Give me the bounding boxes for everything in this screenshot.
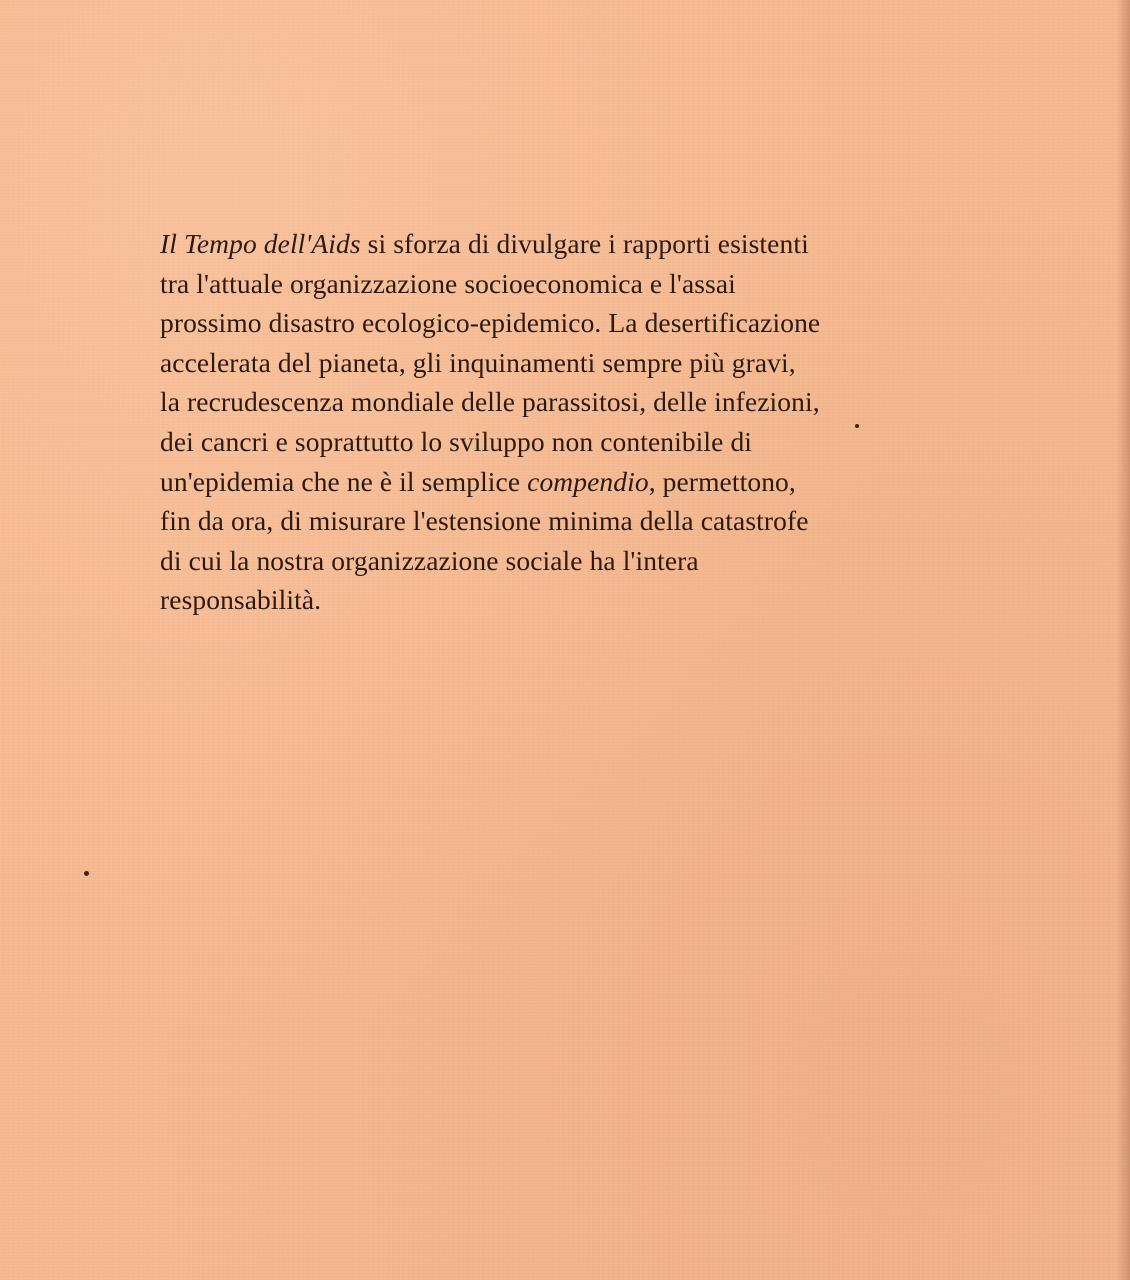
ink-speck [855,424,859,428]
blurb-line-8: fin da ora, di misurare l'estensione minima della catastrofe [160,505,809,537]
blurb-paragraph [160,224,1040,620]
blurb-line-6: dei cancri e soprattutto lo sviluppo non contenibile di [160,425,753,457]
book-title: Il Tempo dell'Aids [160,228,361,259]
blurb-line-10: responsabilità. [160,584,322,616]
blurb-line-2: tra l'attuale organizzazione socioeconomica e l'assai [160,267,736,299]
blurb-line-7 [160,462,1040,502]
italic-term-compendio: compendio [527,465,649,497]
ink-speck [84,871,89,876]
blurb-line-1-text: si sforza di divulgare i rapporti esistenti [360,228,809,259]
blurb-line-9: di cui la nostra organizzazione sociale ha l'intera [160,544,699,576]
blurb-line-5: la recrudescenza mondiale delle parassitosi, delle infezioni, [160,386,820,418]
paper-edge [1116,0,1130,1280]
blurb-line-3: prossimo disastro ecologico-epidemico. La desertificazione [160,307,821,339]
blurb-line-1 [160,224,1040,264]
blurb-line-7-end: , permettono, [648,465,796,497]
blurb-line-7-start: un'epidemia che ne è il semplice [160,465,528,497]
blurb-line-4: accelerata del pianeta, gli inquinamenti sempre più gravi, [160,346,796,378]
